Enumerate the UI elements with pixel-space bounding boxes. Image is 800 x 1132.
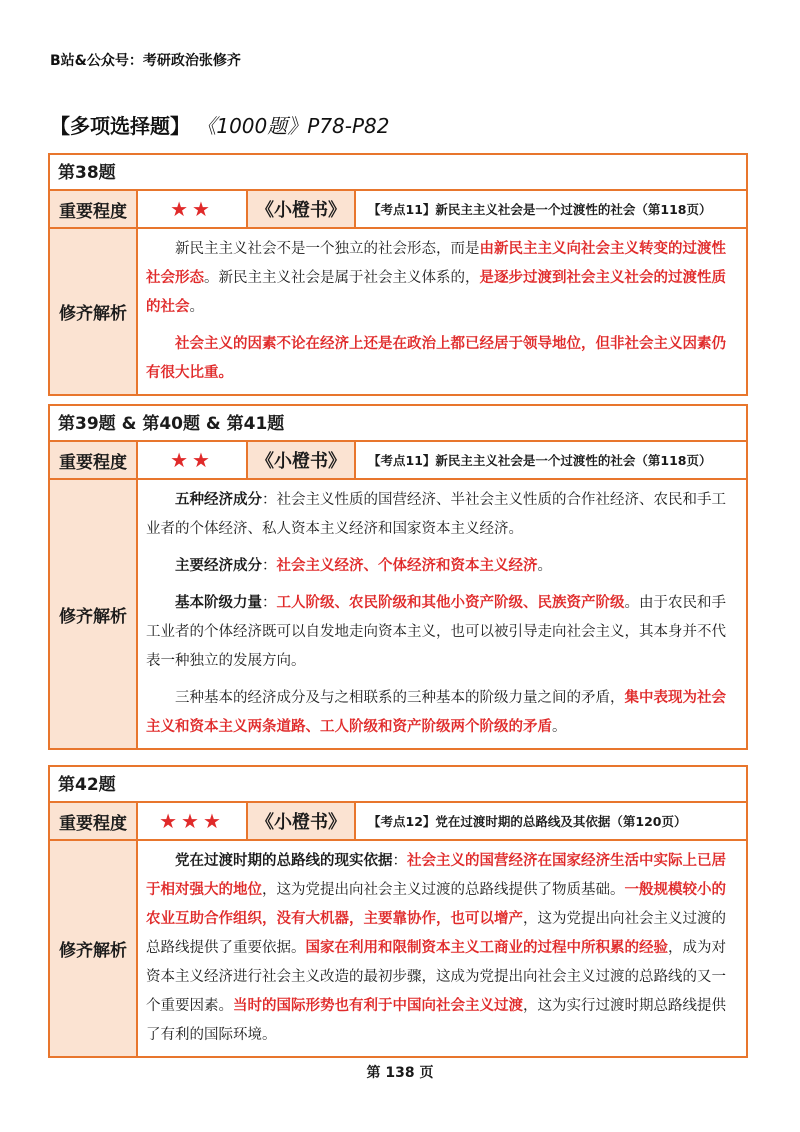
term-label: 主要经济成分 [175, 558, 262, 574]
importance-stars: ★★ [138, 442, 248, 478]
text-span: 。 [552, 719, 567, 735]
text-span: 。新民主主义社会是属于社会主义体系的， [204, 270, 480, 286]
source-note: B站&公众号：考研政治张修齐 [50, 53, 241, 69]
text-span: 三种基本的经济成分及与之相联系的三种基本的阶级力量之间的矛盾， [175, 690, 625, 706]
analysis-row [50, 229, 746, 394]
highlight-span: 社会主义经济、个体经济和资本主义经济 [276, 558, 538, 574]
analysis-paragraph [146, 235, 738, 322]
analysis-text [138, 229, 746, 394]
question-heading: 第38题 [50, 155, 746, 191]
question-heading: 第42题 [50, 767, 746, 803]
analysis-paragraph [146, 486, 738, 544]
question-block-39-41 [48, 404, 748, 750]
topic-reference: 【考点12】党在过渡时期的总路线及其依据（第120页） [368, 814, 687, 829]
analysis-label: 修齐解析 [50, 480, 138, 748]
meta-row [50, 803, 746, 841]
term-label: 基本阶级力量 [175, 595, 262, 611]
text-span: ，这为党提出向社会主义过渡的总路线提供了重要依据。 [146, 911, 726, 956]
highlight-span: 由新民主主义向社会主义转变的过渡性社会形态 [146, 241, 726, 286]
text-span: 新民主主义社会不是一个独立的社会形态，而是 [175, 241, 480, 257]
analysis-paragraph [146, 552, 738, 581]
book-label: 《小橙书》 [248, 803, 356, 839]
analysis-label: 修齐解析 [50, 841, 138, 1056]
text-span: ： [392, 853, 407, 869]
highlight-span: 国家在利用和限制资本主义工商业的过程中所积累的经验 [305, 940, 668, 956]
section-title [50, 110, 390, 139]
highlight-span: 当时的国际形势也有利于中国向社会主义过渡 [233, 998, 523, 1014]
analysis-row [50, 480, 746, 748]
term-label: 五种经济成分 [175, 492, 262, 508]
text-span: 。 [189, 299, 204, 315]
highlight-span: 一般规模较小的农业互助合作组织，没有大机器，主要靠协作，也可以增产 [146, 882, 726, 927]
text-span: ，这为实行过渡时期总路线提供了有利的国际环境。 [146, 998, 726, 1043]
analysis-text [138, 841, 746, 1056]
section-title-source: 《1000题》P78-P82 [196, 114, 390, 138]
term-label: 党在过渡时期的总路线的现实依据 [175, 853, 393, 869]
question-block-38 [48, 153, 748, 396]
book-label: 《小橙书》 [248, 191, 356, 227]
importance-label: 重要程度 [50, 191, 138, 227]
analysis-text [138, 480, 746, 748]
analysis-label: 修齐解析 [50, 229, 138, 394]
text-span: ： [262, 558, 277, 574]
importance-label: 重要程度 [50, 442, 138, 478]
importance-stars: ★★ [138, 191, 248, 227]
section-title-type: 【多项选择题】 [50, 114, 190, 138]
page-number: 第 138 页 [366, 1065, 434, 1081]
meta-row [50, 191, 746, 229]
analysis-row [50, 841, 746, 1056]
highlight-span: 集中表现为社会主义和资本主义两条道路、工人阶级和资产阶级两个阶级的矛盾 [146, 690, 726, 735]
text-span: ，成为对资本主义经济进行社会主义改造的最初步骤，这成为党提出向社会主义过渡的总路线的又一个重要因素。 [146, 940, 726, 1014]
topic-reference: 【考点11】新民主主义社会是一个过渡性的社会（第118页） [368, 202, 712, 217]
analysis-paragraph [146, 684, 738, 742]
text-span: 。由于农民和手工业者的个体经济既可以自发地走向资本主义，也可以被引导走向社会主义，其本身并不代表一种独立的发展方向。 [146, 595, 726, 669]
text-span: ，这为党提出向社会主义过渡的总路线提供了物质基础。 [262, 882, 625, 898]
text-span: ：社会主义性质的国营经济、半社会主义性质的合作社经济、农民和手工业者的个体经济、私人资本主义经济和国家资本主义经济。 [146, 492, 726, 537]
text-span: 。 [537, 558, 552, 574]
importance-label: 重要程度 [50, 803, 138, 839]
book-label: 《小橙书》 [248, 442, 356, 478]
analysis-paragraph [146, 847, 738, 1050]
question-block-42 [48, 765, 748, 1058]
highlight-span: 是逐步过渡到社会主义社会的过渡性质的社会 [146, 270, 726, 315]
importance-stars: ★★★ [138, 803, 248, 839]
highlight-span: 社会主义的国营经济在国家经济生活中实际上已居于相对强大的地位 [146, 853, 726, 898]
text-span: ： [262, 595, 277, 611]
highlight-span: 工人阶级、农民阶级和其他小资产阶级、民族资产阶级 [276, 595, 625, 611]
topic-reference: 【考点11】新民主主义社会是一个过渡性的社会（第118页） [368, 453, 712, 468]
analysis-paragraph [146, 589, 738, 676]
analysis-paragraph: 社会主义的因素不论在经济上还是在政治上都已经居于领导地位，但非社会主义因素仍有很大比重。 [146, 336, 726, 381]
question-heading: 第39题 & 第40题 & 第41题 [50, 406, 746, 442]
meta-row [50, 442, 746, 480]
